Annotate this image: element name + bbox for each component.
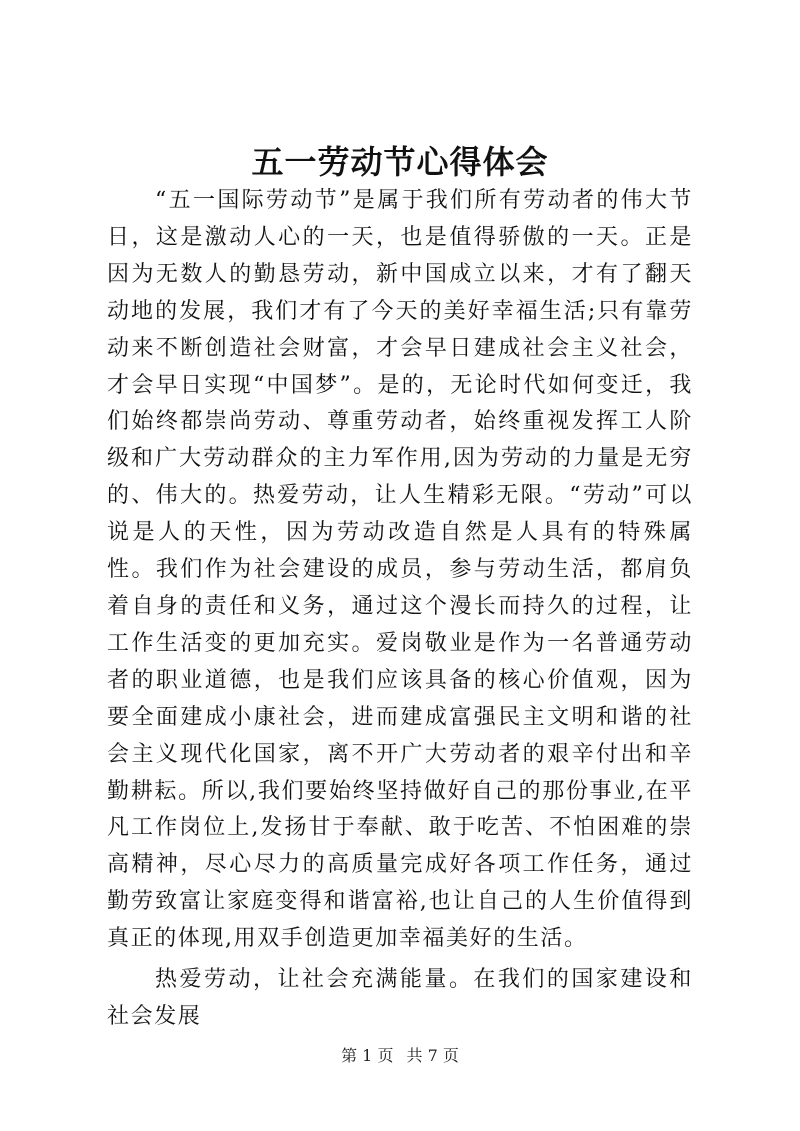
body-paragraph-1: “五一国际劳动节”是属于我们所有劳动者的伟大节日，这是激动人心的一天，也是值得骄傲的一天。正是因为无数人的勤恳劳动，新中国成立以来，才有了翻天动地的发展，我们才有了今天的美好幸福生活;只有靠劳动来不断创造社会财富，才会早日建成社会主义社会，才会早日实现“中国梦”。是的，无论时代如何变迁，我们始终都崇尚劳动、尊重劳动者，始终重视发挥工人阶级和广大劳动群众的主力军作用,因为劳动的力量是无穷的、伟大的。热爱劳动，让人生精彩无限。“劳动”可以说是人的天性，因为劳动改造自然是人具有的特殊属性。我们作为社会建设的成员，参与劳动生活，都肩负着自身的责任和义务，通过这个漫长而持久的过程，让工作生活变的更加充实。爱岗敬业是作为一名普通劳动者的职业道德，也是我们应该具备的核心价值观，因为要全面建成小康社会，进而建成富强民主文明和谐的社会主义现代化国家，离不开广大劳动者的艰辛付出和辛勤耕耘。所以,我们要始终坚持做好自己的那份事业,在平凡工作岗位上,发扬甘于奉献、敢于吃苦、不怕困难的崇高精神，尽心尽力的高质量完成好各项工作任务，通过勤劳致富让家庭变得和谐富裕,也让自己的人生价值得到真正的体现,用双手创造更加幸福美好的生活。	[107, 188, 693, 952]
page-footer	[0, 1045, 800, 1067]
body-paragraph-2: 热爱劳动，让社会充满能量。在我们的国家建设和社会发展	[107, 967, 693, 1029]
document-title: 五一劳动节心得体会	[251, 143, 549, 181]
page-total: 共 7 页	[406, 1046, 459, 1065]
page-number: 第 1 页	[341, 1046, 394, 1065]
